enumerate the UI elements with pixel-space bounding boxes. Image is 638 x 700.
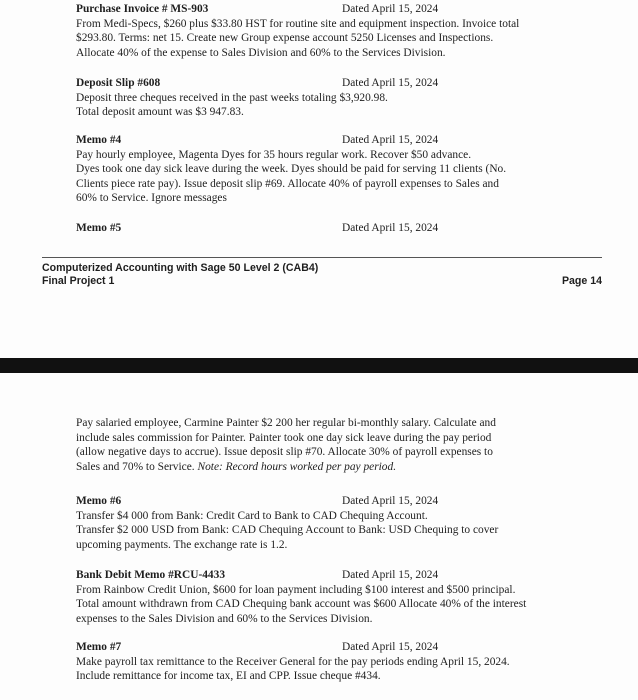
entry-title: Bank Debit Memo #RCU-4433 [76, 569, 226, 581]
entry-bank-debit-memo-rcu-4433 [76, 568, 596, 626]
entry-header [76, 133, 596, 148]
entry-line [76, 460, 596, 475]
entry-line: Total deposit amount was $3 947.83. [76, 106, 244, 119]
page-footer [42, 262, 602, 288]
entry-line: Dyes took one day sick leave during the week. Dyes should be paid for serving 11 clients (No. [76, 163, 507, 176]
entry-title: Deposit Slip #608 [76, 77, 161, 89]
entry-title: Memo #7 [76, 641, 122, 653]
entry-title: Memo #5 [76, 222, 122, 234]
entry-date: Dated April 15, 2024 [342, 3, 439, 15]
page-separator [0, 358, 638, 373]
entry-line-text: Sales and 70% to Service. [76, 460, 195, 473]
entry-line: include sales commission for Painter. Painter took one day sick leave during the pay period [76, 431, 492, 444]
entry-date: Dated April 15, 2024 [342, 641, 439, 653]
entry-line: Transfer $2 000 USD from Bank: CAD Chequing Account to Bank: USD Chequing to cover [76, 524, 499, 537]
entry-header [76, 568, 596, 583]
page-15 [0, 373, 638, 700]
entry-header [76, 2, 596, 17]
entry-line: 60% to Service. Ignore messages [76, 192, 227, 205]
entry-date: Dated April 15, 2024 [342, 222, 439, 234]
entry-purchase-invoice-ms-903 [76, 2, 596, 60]
entry-line: (allow negative days to accrue). Issue deposit slip #70. Allocate 30% of payroll expenses to [76, 446, 493, 459]
entry-line: Pay hourly employee, Magenta Dyes for 35 hours regular work. Recover $50 advance. [76, 148, 472, 161]
entry-line: expenses to the Sales Division and 60% to the Services Division. [76, 612, 373, 625]
entry-header [76, 494, 596, 509]
entry-title: Memo #6 [76, 495, 122, 507]
entry-line: Transfer $4 000 from Bank: Credit Card to Bank to CAD Chequing Account. [76, 509, 428, 522]
entry-date: Dated April 15, 2024 [342, 77, 439, 89]
footer-book-title: Computerized Accounting with Sage 50 Level 2 (CAB4) [42, 262, 319, 274]
entry-line: Deposit three cheques received in the past weeks totaling $3,920.98. [76, 91, 388, 104]
entry-line: Clients piece rate pay). Issue deposit slip #69. Allocate 40% of payroll expenses to Sales and [76, 177, 499, 190]
footer-project: Final Project 1 [42, 275, 115, 287]
entry-header [76, 640, 596, 655]
entry-deposit-slip-608 [76, 76, 596, 120]
entry-line: $293.80. Terms: net 15. Create new Group expense account 5250 Licenses and Inspections. [76, 32, 494, 45]
entry-date: Dated April 15, 2024 [342, 569, 439, 581]
memo-5-continuation [76, 416, 596, 474]
entry-memo-6 [76, 494, 596, 552]
entry-header [76, 221, 596, 236]
entry-line: upcoming payments. The exchange rate is 1.2. [76, 538, 288, 551]
entry-memo-4 [76, 133, 596, 206]
entry-title: Memo #4 [76, 134, 122, 146]
entry-line: Include remittance for income tax, EI and CPP. Issue cheque #434. [76, 670, 381, 683]
footer-rule [42, 257, 602, 258]
entry-date: Dated April 15, 2024 [342, 134, 439, 146]
entry-memo-7 [76, 640, 596, 684]
entry-line: Total amount withdrawn from CAD Chequing bank account was $600 Allocate 40% of the interest [76, 598, 527, 611]
entry-line: Make payroll tax remittance to the Receiver General for the pay periods ending April 15, 2024. [76, 655, 510, 668]
entry-header [76, 76, 596, 91]
entry-note: Note: Record hours worked per pay period. [197, 460, 397, 473]
entry-line: From Medi-Specs, $260 plus $33.80 HST for routine site and equipment inspection. Invoice total [76, 17, 520, 30]
entry-line: From Rainbow Credit Union, $600 for loan payment including $100 interest and $500 principal. [76, 583, 516, 596]
entry-line: Allocate 40% of the expense to Sales Division and 60% to the Services Division. [76, 46, 446, 59]
page-number: Page 14 [561, 275, 602, 287]
entry-date: Dated April 15, 2024 [342, 495, 439, 507]
entry-memo-5 [76, 221, 596, 236]
entry-title: Purchase Invoice # MS-903 [76, 3, 209, 15]
entry-line: Pay salaried employee, Carmine Painter $2 200 her regular bi-monthly salary. Calculate and [76, 417, 496, 429]
